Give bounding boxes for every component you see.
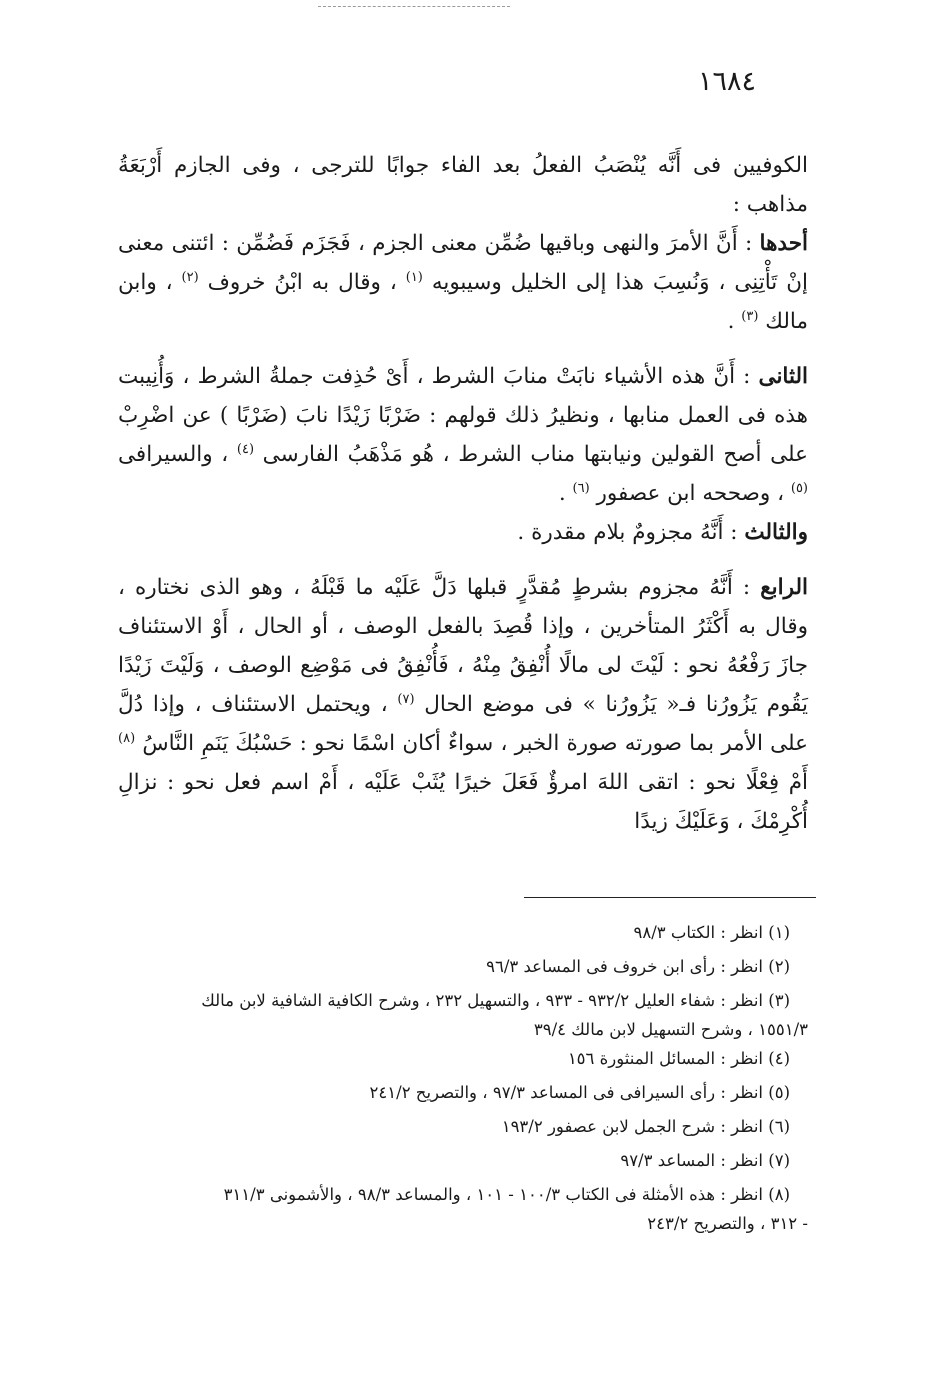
paragraph-heading: الرابع (760, 575, 808, 600)
paragraph-text: ، وصححه ابن عصفور (589, 481, 791, 506)
paragraph-heading: والثالث (744, 520, 808, 545)
footnote-item: (٧) انظر : المساعد ٩٧/٣ (620, 1151, 790, 1170)
paragraph-text: : أَنَّهُ مجزوم بشرطٍ مُقدَّرٍ قبلها دَلَّ عَلَيْه ما قَبْلَهُ ، وهو الذى نختاره ، وقال به أَكْثَرُ المتأخرين ، وإذا قُصِدَ بالفعل الوصف ، أو الحال ، أَوْ الاستئناف جازَ رَفْعُهُ نحو : لَيْتَ لى مالًا أُنْفِقُ مِنْهُ ، فَأُنْفِقُ فى مَوْضِع الوصف ، وَلَيْتَ زَيْدًا يَقُوم يَزُورُنا فـ« يَزُورُنا » فى موضع الحال (118, 575, 808, 717)
paragraph-text: ، وقال به ابْنُ خروف (198, 270, 406, 295)
paragraph-text: الكوفيين فى أَنَّه يُنْصَبُ الفعلُ بعد الفاء جوابًا للترجى ، وفى الجازم أَرْبَعَةُ مذاهب : (118, 153, 808, 217)
paragraph-text: : أَنَّ هذه الأشياء نابَتْ منابَ الشرط ، أَىْ حُذِفت جملةُ الشرط ، وَأُنِيبت هذه فى العمل منابها ، ونظيرُ ذلك قولهم : ضَرْبًا زَيْدًا نابَ (ضَرْبًا ) عن اضْرِبْ على أصح القولين ونيابتها مناب الشرط ، هُو مَذْهَبُ الفارسى (118, 364, 808, 467)
footnote-ref: (١) (405, 269, 423, 285)
paragraph-first-view (118, 224, 808, 341)
footnote-item-continuation: - ٣١٢ ، والتصريح ٢٤٣/٢ (647, 1214, 808, 1233)
paragraph-intro (118, 146, 808, 224)
footnote-item: (١) انظر : الكتاب ٩٨/٣ (633, 923, 790, 942)
paragraph-text: ، وابن مالك (118, 270, 808, 334)
paragraph-second-view (118, 357, 808, 513)
paragraph-text: ، ويحتمل الاستئناف ، وإذا دُلَّ على الأمر بما صورته صورة الخبر ، سواءٌ أكان اسْمًا نحو : حَسْبُكَ يَنَمِ النَّاسُ (118, 692, 808, 756)
footnote-ref: (٤) (236, 441, 255, 457)
top-dashed-rule (318, 6, 510, 7)
paragraph-text: . (558, 481, 573, 506)
footnote-ref: (٢) (181, 269, 199, 285)
paragraph-fourth-view (118, 568, 808, 841)
footnote-item: (٢) انظر : رأى ابن خروف فى المساعد ٩٦/٣ (486, 957, 790, 976)
paragraph-text: أَمْ فِعْلًا نحو : اتقى اللهَ امرؤٌ فَعَلَ خيرًا يُثَبْ عَلَيْه ، أَمْ اسم فعل نحو : نزالِ أُكْرِمْكَ ، وَعَلَيْكَ زيدًا (118, 770, 808, 834)
paragraph-text: . (727, 309, 742, 334)
footnotes-block (118, 916, 808, 1236)
paragraph-third-view (118, 513, 808, 552)
paragraph-text: : أَنَّهُ مجزومٌ بلام مقدرة . (517, 520, 745, 545)
footnote-ref: (٥) (790, 480, 808, 496)
paragraph-heading: الثانى (758, 364, 808, 389)
main-text-body (118, 146, 808, 841)
footnote-item: (٥) انظر : رأى السيرافى فى المساعد ٩٧/٣ ، والتصريح ٢٤١/٢ (369, 1083, 790, 1102)
footnote-ref: (٣) (741, 308, 759, 324)
footnote-item: (٨) انظر : هذه الأمثلة فى الكتاب ١٠٠/٣ - ١٠١ ، والمساعد ٩٨/٣ ، والأشمونى ٣١١/٣ (223, 1185, 790, 1204)
footnote-ref: (٦) (572, 480, 590, 496)
paragraph-text: : أَنَّ الأمرَ والنهى وباقيها ضُمِّن معنى الجزم ، فَجَزَم فَضُمِّن : ائتنى معنى إنْ تَأْتِنِى ، وَنُسِبَ هذا إلى الخليل وسيبويه (118, 231, 808, 295)
footnote-ref: (٨) (118, 730, 136, 746)
footnote-separator (524, 897, 816, 898)
footnote-ref: (٧) (397, 691, 415, 707)
footnote-item: (٦) انظر : شرح الجمل لابن عصفور ١٩٣/٢ (501, 1117, 790, 1136)
footnote-item-continuation: ١٥٥١/٣ ، وشرح التسهيل لابن مالك ٣٩/٤ (533, 1020, 808, 1039)
footnote-item: (٤) انظر : المسائل المنثورة ١٥٦ (567, 1049, 790, 1068)
paragraph-heading: أحدها (759, 231, 808, 256)
page-number: ١٦٨٤ (697, 66, 756, 97)
footnote-item: (٣) انظر : شفاء العليل ٩٣٢/٢ - ٩٣٣ ، والتسهيل ٢٣٢ ، وشرح الكافية الشافية لابن مالك (201, 991, 790, 1010)
paragraph-text: ، والسيرافى (118, 442, 237, 467)
